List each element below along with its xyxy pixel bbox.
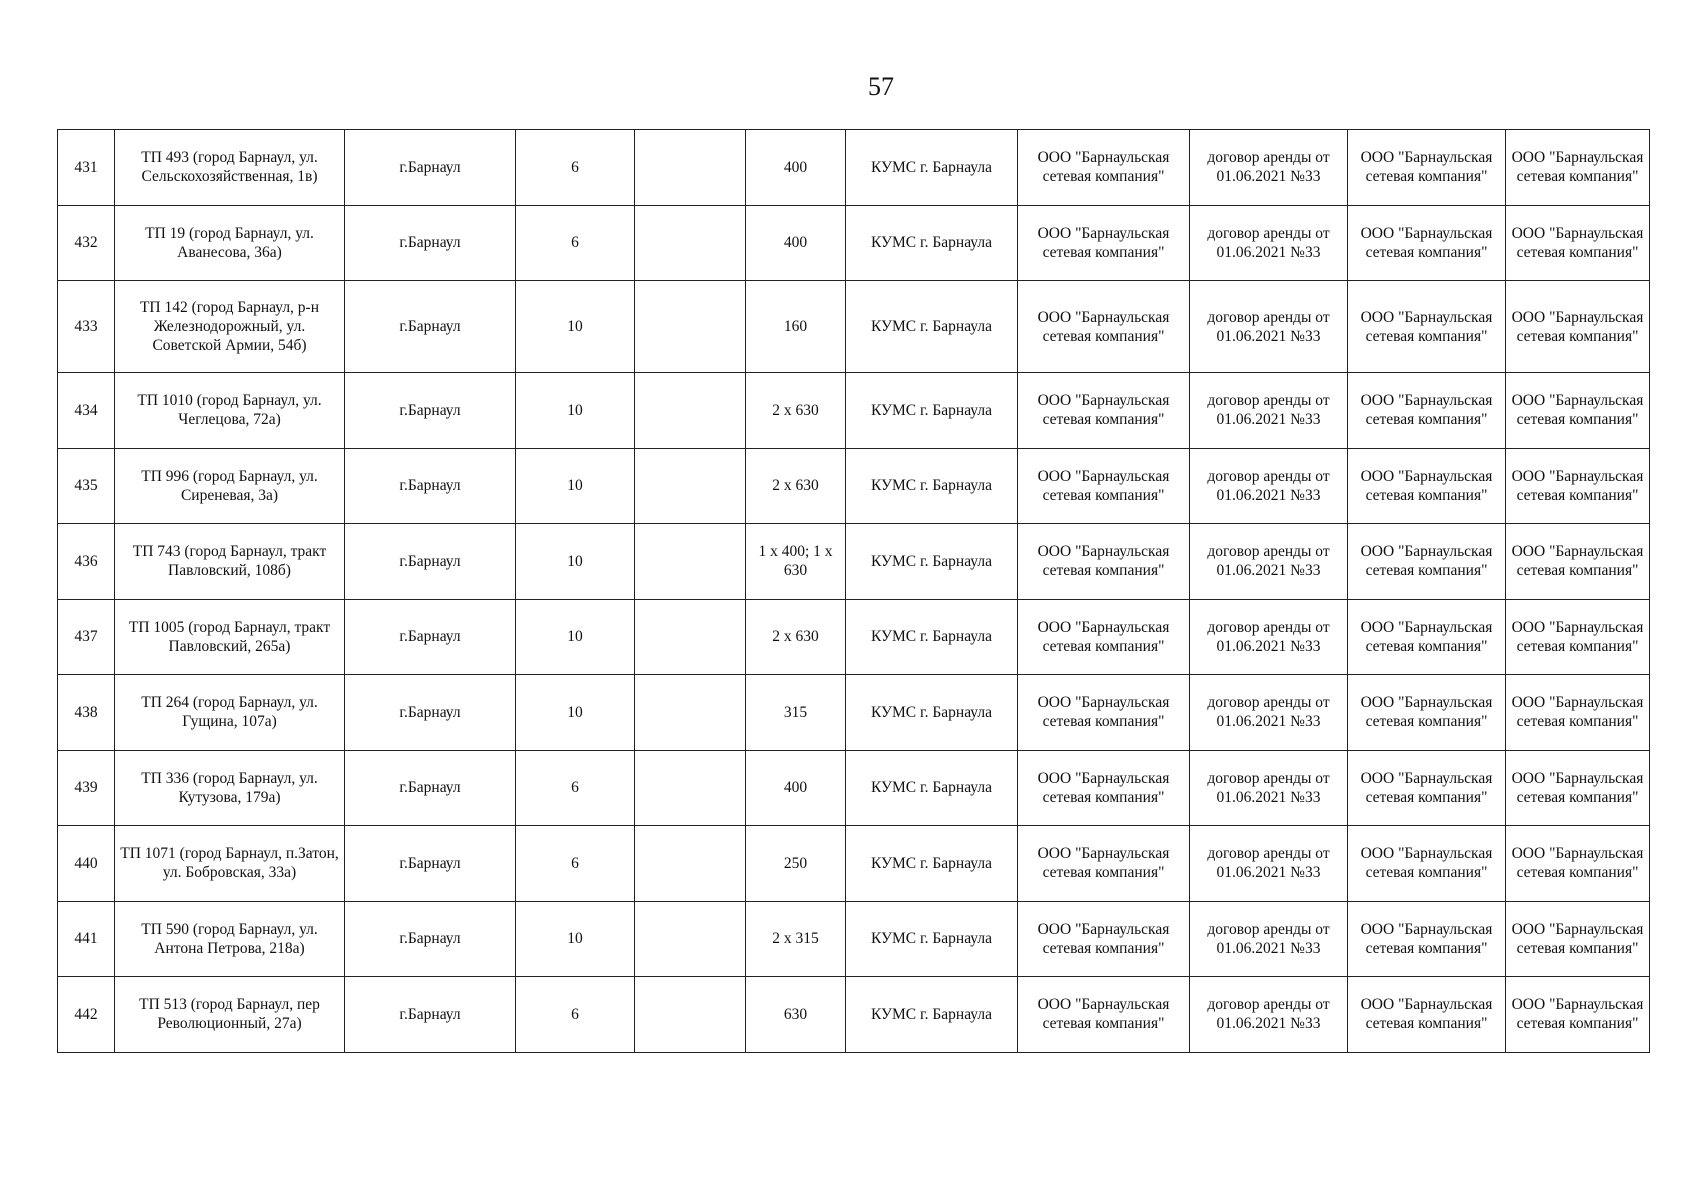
empty-cell: [635, 977, 746, 1053]
operator-cell: ООО "Барнаульская сетевая компания": [1506, 448, 1650, 524]
row-number-cell: 442: [58, 977, 115, 1053]
row-number-cell: 431: [58, 130, 115, 206]
holder-cell: ООО "Барнаульская сетевая компания": [1018, 281, 1190, 373]
basis-cell: договор аренды от 01.06.2021 №33: [1190, 750, 1348, 826]
user-cell: ООО "Барнаульская сетевая компания": [1348, 977, 1506, 1053]
user-cell: ООО "Барнаульская сетевая компания": [1348, 675, 1506, 751]
empty-cell: [635, 448, 746, 524]
row-number-cell: 437: [58, 599, 115, 675]
operator-cell: ООО "Барнаульская сетевая компания": [1506, 524, 1650, 600]
voltage-cell: 10: [516, 448, 635, 524]
operator-cell: ООО "Барнаульская сетевая компания": [1506, 826, 1650, 902]
owner-cell: КУМС г. Барнаула: [846, 901, 1018, 977]
voltage-cell: 10: [516, 599, 635, 675]
basis-cell: договор аренды от 01.06.2021 №33: [1190, 977, 1348, 1053]
row-number-cell: 436: [58, 524, 115, 600]
city-cell: г.Барнаул: [345, 901, 516, 977]
user-cell: ООО "Барнаульская сетевая компания": [1348, 826, 1506, 902]
operator-cell: ООО "Барнаульская сетевая компания": [1506, 750, 1650, 826]
empty-cell: [635, 205, 746, 281]
owner-cell: КУМС г. Барнаула: [846, 281, 1018, 373]
basis-cell: договор аренды от 01.06.2021 №33: [1190, 281, 1348, 373]
row-number-cell: 440: [58, 826, 115, 902]
holder-cell: ООО "Барнаульская сетевая компания": [1018, 750, 1190, 826]
city-cell: г.Барнаул: [345, 599, 516, 675]
object-name-cell: ТП 19 (город Барнаул, ул. Аванесова, 36а): [115, 205, 345, 281]
power-cell: 160: [746, 281, 846, 373]
user-cell: ООО "Барнаульская сетевая компания": [1348, 750, 1506, 826]
power-cell: 2 х 630: [746, 373, 846, 449]
owner-cell: КУМС г. Барнаула: [846, 524, 1018, 600]
basis-cell: договор аренды от 01.06.2021 №33: [1190, 675, 1348, 751]
holder-cell: ООО "Барнаульская сетевая компания": [1018, 675, 1190, 751]
row-number-cell: 433: [58, 281, 115, 373]
operator-cell: ООО "Барнаульская сетевая компания": [1506, 977, 1650, 1053]
object-name-cell: ТП 513 (город Барнаул, пер Революционный, 27а): [115, 977, 345, 1053]
table-row: [58, 901, 1650, 977]
table-row: [58, 826, 1650, 902]
voltage-cell: 6: [516, 977, 635, 1053]
owner-cell: КУМС г. Барнаула: [846, 599, 1018, 675]
table-row: [58, 524, 1650, 600]
city-cell: г.Барнаул: [345, 750, 516, 826]
object-name-cell: ТП 336 (город Барнаул, ул. Кутузова, 179а): [115, 750, 345, 826]
city-cell: г.Барнаул: [345, 675, 516, 751]
operator-cell: ООО "Барнаульская сетевая компания": [1506, 901, 1650, 977]
table-row: [58, 599, 1650, 675]
voltage-cell: 6: [516, 826, 635, 902]
power-cell: 400: [746, 750, 846, 826]
city-cell: г.Барнаул: [345, 281, 516, 373]
city-cell: г.Барнаул: [345, 448, 516, 524]
holder-cell: ООО "Барнаульская сетевая компания": [1018, 826, 1190, 902]
user-cell: ООО "Барнаульская сетевая компания": [1348, 130, 1506, 206]
basis-cell: договор аренды от 01.06.2021 №33: [1190, 448, 1348, 524]
owner-cell: КУМС г. Барнаула: [846, 675, 1018, 751]
basis-cell: договор аренды от 01.06.2021 №33: [1190, 524, 1348, 600]
empty-cell: [635, 599, 746, 675]
empty-cell: [635, 281, 746, 373]
owner-cell: КУМС г. Барнаула: [846, 977, 1018, 1053]
power-cell: 315: [746, 675, 846, 751]
owner-cell: КУМС г. Барнаула: [846, 130, 1018, 206]
holder-cell: ООО "Барнаульская сетевая компания": [1018, 977, 1190, 1053]
row-number-cell: 435: [58, 448, 115, 524]
object-name-cell: ТП 1010 (город Барнаул, ул. Чеглецова, 72а): [115, 373, 345, 449]
user-cell: ООО "Барнаульская сетевая компания": [1348, 901, 1506, 977]
operator-cell: ООО "Барнаульская сетевая компания": [1506, 373, 1650, 449]
power-cell: 2 х 630: [746, 599, 846, 675]
table-row: [58, 281, 1650, 373]
power-cell: 1 х 400; 1 х 630: [746, 524, 846, 600]
page-number: 57: [868, 72, 894, 101]
table-row: [58, 448, 1650, 524]
table-row: [58, 675, 1650, 751]
object-name-cell: ТП 493 (город Барнаул, ул. Сельскохозяйственная, 1в): [115, 130, 345, 206]
row-number-cell: 441: [58, 901, 115, 977]
basis-cell: договор аренды от 01.06.2021 №33: [1190, 130, 1348, 206]
row-number-cell: 439: [58, 750, 115, 826]
city-cell: г.Барнаул: [345, 373, 516, 449]
empty-cell: [635, 901, 746, 977]
user-cell: ООО "Барнаульская сетевая компания": [1348, 599, 1506, 675]
table-row: [58, 373, 1650, 449]
object-name-cell: ТП 743 (город Барнаул, тракт Павловский, 108б): [115, 524, 345, 600]
operator-cell: ООО "Барнаульская сетевая компания": [1506, 205, 1650, 281]
voltage-cell: 10: [516, 281, 635, 373]
holder-cell: ООО "Барнаульская сетевая компания": [1018, 599, 1190, 675]
city-cell: г.Барнаул: [345, 524, 516, 600]
empty-cell: [635, 826, 746, 902]
user-cell: ООО "Барнаульская сетевая компания": [1348, 281, 1506, 373]
owner-cell: КУМС г. Барнаула: [846, 750, 1018, 826]
owner-cell: КУМС г. Барнаула: [846, 448, 1018, 524]
object-name-cell: ТП 142 (город Барнаул, р-н Железнодорожный, ул. Советской Армии, 54б): [115, 281, 345, 373]
empty-cell: [635, 675, 746, 751]
table-row: [58, 750, 1650, 826]
registry-body: [58, 130, 1650, 1053]
table-row: [58, 977, 1650, 1053]
empty-cell: [635, 750, 746, 826]
power-cell: 250: [746, 826, 846, 902]
power-cell: 630: [746, 977, 846, 1053]
voltage-cell: 10: [516, 373, 635, 449]
holder-cell: ООО "Барнаульская сетевая компания": [1018, 524, 1190, 600]
power-cell: 2 х 630: [746, 448, 846, 524]
empty-cell: [635, 373, 746, 449]
object-name-cell: ТП 1071 (город Барнаул, п.Затон, ул. Бобровская, 33а): [115, 826, 345, 902]
user-cell: ООО "Барнаульская сетевая компания": [1348, 524, 1506, 600]
operator-cell: ООО "Барнаульская сетевая компания": [1506, 675, 1650, 751]
user-cell: ООО "Барнаульская сетевая компания": [1348, 373, 1506, 449]
holder-cell: ООО "Барнаульская сетевая компания": [1018, 130, 1190, 206]
row-number-cell: 438: [58, 675, 115, 751]
voltage-cell: 10: [516, 901, 635, 977]
row-number-cell: 432: [58, 205, 115, 281]
table-row: [58, 130, 1650, 206]
power-cell: 2 х 315: [746, 901, 846, 977]
voltage-cell: 10: [516, 524, 635, 600]
city-cell: г.Барнаул: [345, 826, 516, 902]
power-cell: 400: [746, 205, 846, 281]
city-cell: г.Барнаул: [345, 205, 516, 281]
operator-cell: ООО "Барнаульская сетевая компания": [1506, 281, 1650, 373]
user-cell: ООО "Барнаульская сетевая компания": [1348, 205, 1506, 281]
owner-cell: КУМС г. Барнаула: [846, 205, 1018, 281]
basis-cell: договор аренды от 01.06.2021 №33: [1190, 901, 1348, 977]
basis-cell: договор аренды от 01.06.2021 №33: [1190, 205, 1348, 281]
empty-cell: [635, 524, 746, 600]
owner-cell: КУМС г. Барнаула: [846, 826, 1018, 902]
basis-cell: договор аренды от 01.06.2021 №33: [1190, 599, 1348, 675]
object-name-cell: ТП 996 (город Барнаул, ул. Сиреневая, 3а): [115, 448, 345, 524]
object-name-cell: ТП 590 (город Барнаул, ул. Антона Петрова, 218а): [115, 901, 345, 977]
empty-cell: [635, 130, 746, 206]
user-cell: ООО "Барнаульская сетевая компания": [1348, 448, 1506, 524]
basis-cell: договор аренды от 01.06.2021 №33: [1190, 373, 1348, 449]
city-cell: г.Барнаул: [345, 977, 516, 1053]
registry-table: [57, 129, 1650, 1053]
object-name-cell: ТП 264 (город Барнаул, ул. Гущина, 107а): [115, 675, 345, 751]
voltage-cell: 6: [516, 750, 635, 826]
holder-cell: ООО "Барнаульская сетевая компания": [1018, 901, 1190, 977]
holder-cell: ООО "Барнаульская сетевая компания": [1018, 448, 1190, 524]
voltage-cell: 10: [516, 675, 635, 751]
basis-cell: договор аренды от 01.06.2021 №33: [1190, 826, 1348, 902]
city-cell: г.Барнаул: [345, 130, 516, 206]
operator-cell: ООО "Барнаульская сетевая компания": [1506, 130, 1650, 206]
table-row: [58, 205, 1650, 281]
voltage-cell: 6: [516, 130, 635, 206]
row-number-cell: 434: [58, 373, 115, 449]
owner-cell: КУМС г. Барнаула: [846, 373, 1018, 449]
holder-cell: ООО "Барнаульская сетевая компания": [1018, 205, 1190, 281]
power-cell: 400: [746, 130, 846, 206]
operator-cell: ООО "Барнаульская сетевая компания": [1506, 599, 1650, 675]
voltage-cell: 6: [516, 205, 635, 281]
holder-cell: ООО "Барнаульская сетевая компания": [1018, 373, 1190, 449]
object-name-cell: ТП 1005 (город Барнаул, тракт Павловский, 265а): [115, 599, 345, 675]
